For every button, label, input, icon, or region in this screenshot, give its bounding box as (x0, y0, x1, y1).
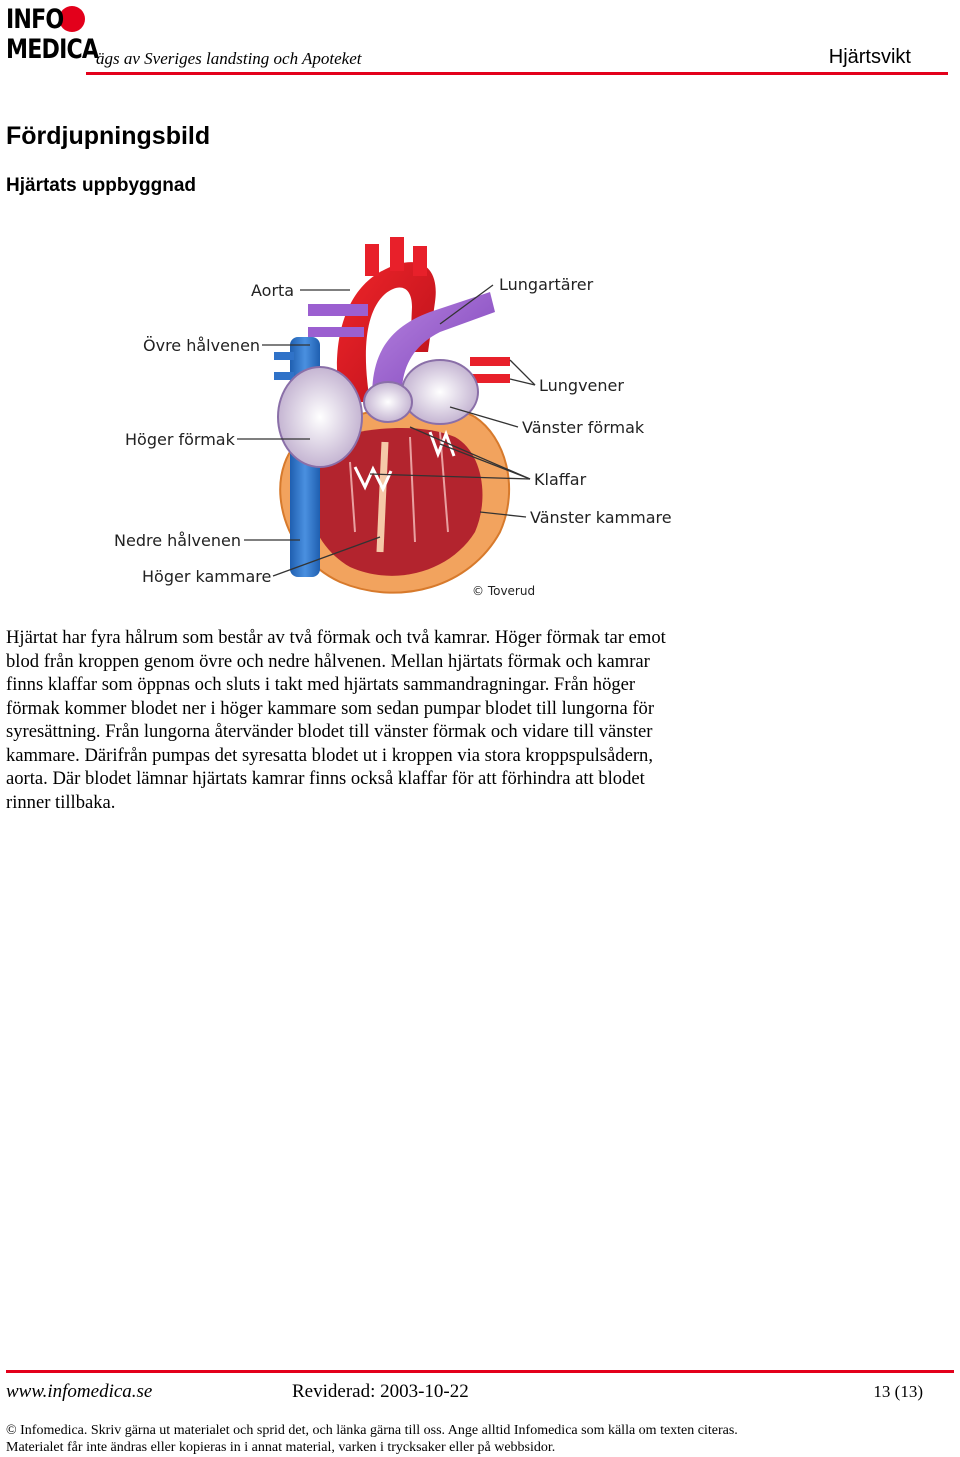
heart-anatomy-figure (110, 232, 680, 602)
body-paragraph: Hjärtat har fyra hålrum som består av två förmak och två kamrar. Höger förmak tar emot blod från kroppen genom övre och nedre hålvenen. Mellan hjärtats förmak och kamrar finns klaffar som öppnas och sluts i takt med hjärtats sammandragningar. Från höger förmak kommer blodet ner i höger kammare som sedan pumpar blodet till lungorna för syresättning. Från lungorna återvänder blodet till vänster förmak och vidare till vänster kammare. Därifrån pumpas det syresatta blodet ut i kroppen via stora kroppspulsådern, aorta. Där blodet lämnar hjärtats kamrar finns också klaffar för att förhindra att blodet rinner tillbaka. (6, 627, 666, 813)
label-hoger-kammare: Höger kammare (142, 567, 272, 586)
label-vanster-kammare: Vänster kammare (530, 508, 672, 527)
header-tagline: ägs av Sveriges landsting och Apoteket (96, 49, 362, 68)
page-subtitle: Hjärtats uppbyggnad (6, 175, 197, 196)
footer-website-link[interactable]: www.infomedica.se (6, 1381, 153, 1402)
label-ovre-halvenen: Övre hålvenen (143, 336, 261, 355)
label-lungvener: Lungvener (539, 376, 624, 395)
footer-copyright-line1: © Infomedica. Skriv gärna ut materialet och sprid det, och länka gärna till oss. Ange alltid Infomedica som källa om texten citeras. (6, 1423, 738, 1438)
footer-copyright-line2: Materialet får inte ändras eller kopieras in i annat material, varken i trycksaker eller på webbsidor. (6, 1440, 556, 1455)
page-title: Fördjupningsbild (6, 122, 211, 150)
right-atrium (278, 367, 362, 467)
logo-word-info: INFO (6, 4, 64, 35)
label-aorta: Aorta (251, 281, 295, 300)
infomedica-logo (6, 4, 99, 66)
pulmonary-veins (470, 357, 510, 366)
header-divider (86, 72, 948, 75)
footer-divider (6, 1370, 954, 1373)
left-atrium (402, 360, 478, 424)
label-hoger-formak: Höger förmak (125, 430, 235, 449)
label-klaffar: Klaffar (534, 470, 587, 489)
label-lungartarer: Lungartärer (499, 275, 594, 294)
label-vanster-formak: Vänster förmak (522, 418, 645, 437)
document-title: Hjärtsvikt (828, 46, 911, 68)
heart-illustration (110, 232, 680, 602)
figure-copyright: © Toverud (472, 584, 536, 598)
footer-page-number: 13 (13) (873, 1382, 923, 1401)
label-nedre-halvenen: Nedre hålvenen (114, 531, 241, 550)
footer-revised-date: Reviderad: 2003-10-22 (292, 1381, 469, 1402)
logo-word-medica: MEDICA (6, 34, 99, 65)
